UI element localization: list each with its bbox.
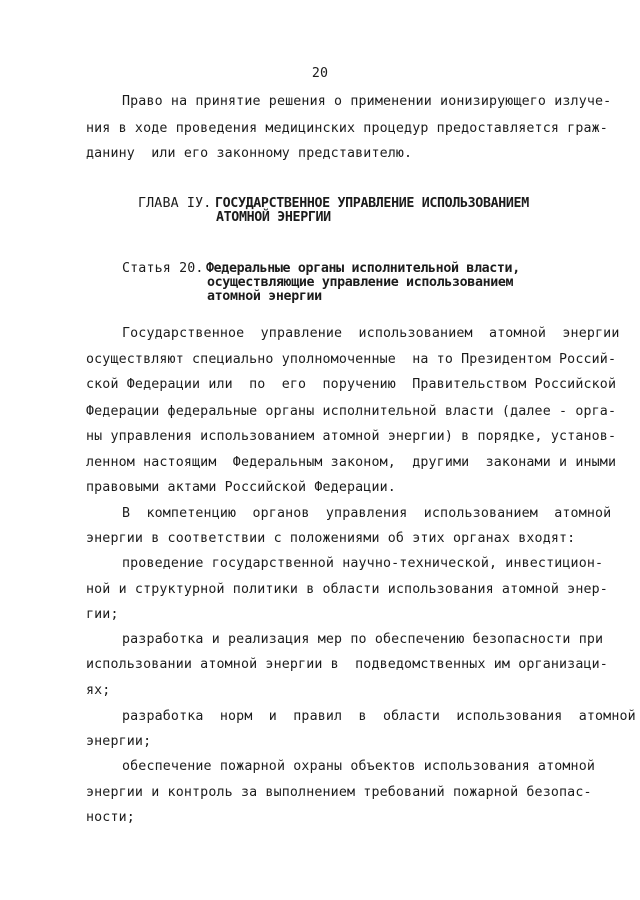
chapter-title-line-2: АТОМНОЙ ЭНЕРГИИ xyxy=(216,210,331,225)
chapter-title-line-1: ГОСУДАРСТВЕННОЕ УПРАВЛЕНИЕ ИСПОЛЬЗОВАНИЕМ xyxy=(215,196,529,211)
body-line: правовыми актами Российской Федерации. xyxy=(86,480,396,495)
list-item-line: ях; xyxy=(86,683,111,698)
body-line: ской Федерации или по его поручению Правительством Российской xyxy=(86,377,617,392)
body-line: ленном настоящим Федеральным законом, другими законами и иными xyxy=(86,455,617,470)
article-title-line-1: Федеральные органы исполнительной власти, xyxy=(206,261,520,276)
intro-line-1: Право на принятие решения о применении ионизирующего излуче- xyxy=(122,94,612,109)
list-item-line: энергии; xyxy=(86,734,152,749)
list-item-line: обеспечение пожарной охраны объектов использования атомной xyxy=(122,759,596,774)
list-item-line: использовании атомной энергии в подведомственных им организаци- xyxy=(86,657,608,672)
body-line: ны управления использованием атомной энергии) в порядке, установ- xyxy=(86,429,617,444)
article-title-line-3: атомной энергии xyxy=(207,289,322,304)
list-item-line: разработка норм и правил в области использования атомной xyxy=(122,709,636,724)
list-item-line: разработка и реализация мер по обеспечению безопасности при xyxy=(122,632,604,647)
article-prefix: Статья 20. xyxy=(122,261,204,276)
list-item-line: ной и структурной политики в области использования атомной энер- xyxy=(86,582,608,597)
body-line: Государственное управление использованием атомной энергии xyxy=(122,326,620,341)
intro-line-3: данину или его законному представителю. xyxy=(86,146,413,161)
body-line: Федерации федеральные органы исполнительной власти (далее - орга- xyxy=(86,404,617,419)
body-line: энергии в соответствии с положениями об этих органах входят: xyxy=(86,531,576,546)
chapter-prefix: ГЛАВА IУ. xyxy=(138,196,212,211)
intro-line-2: ния в ходе проведения медицинских процедур предоставляется граж- xyxy=(86,121,608,136)
body-line: В компетенцию органов управления использованием атомной xyxy=(122,506,612,521)
list-item-line: гии; xyxy=(86,607,119,622)
page-number: 20 xyxy=(311,66,329,81)
article-title-line-2: осуществляющие управление использованием xyxy=(207,275,514,290)
body-line: осуществляют специально уполномоченные на то Президентом Россий- xyxy=(86,352,617,367)
list-item-line: проведение государственной научно-технической, инвестицион- xyxy=(122,556,604,571)
list-item-line: ности; xyxy=(86,810,135,825)
list-item-line: энергии и контроль за выполнением требований пожарной безопас- xyxy=(86,785,592,800)
